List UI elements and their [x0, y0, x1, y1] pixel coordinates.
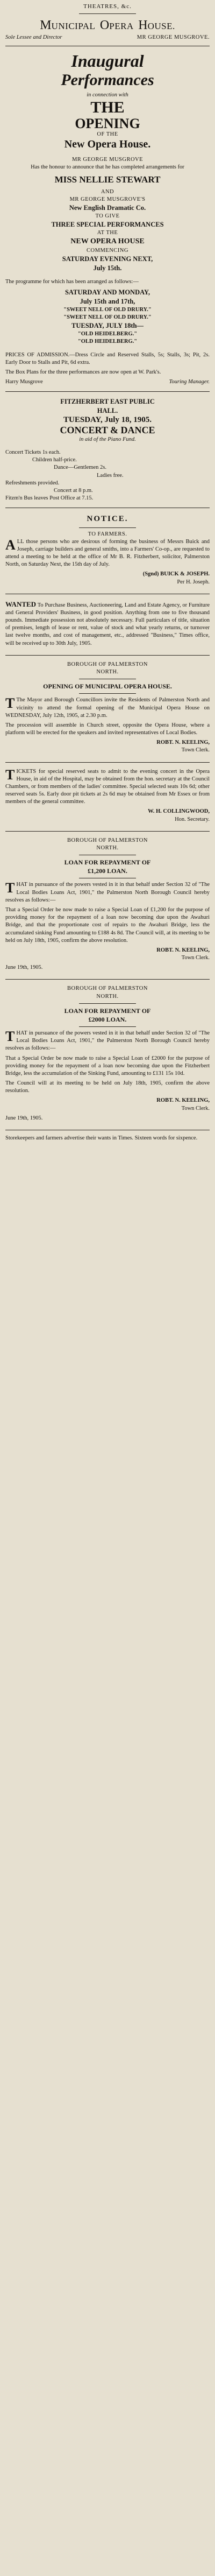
notice-body: HAT in pursuance of the powers vested in it in that behalf under Section 32 of "The Local Bodies Loans Act, 1901," the Palmerston North Borough Council hereby resolves as follows:—: [5, 882, 210, 903]
notice-body: The Mayor and Borough Councillors invite the Residents of Palmerston North and vicinity to attend the formal opening of the Municipal Opera House on WEDNESDAY, July 12th, 1905, at 2.30 p.m.: [5, 697, 210, 719]
opera-house-opening-notice: [5, 660, 210, 758]
drop-cap: T: [5, 880, 15, 896]
subline: AT THE: [97, 230, 118, 236]
mast-letter: O: [99, 18, 110, 32]
mast-word: PERA: [109, 20, 134, 31]
notice-signature-detail: Town Clerk.: [181, 747, 210, 754]
notice-date: June 19th, 1905.: [5, 1115, 43, 1121]
concert-time: Concert at 8 p.m.: [54, 488, 93, 494]
headline-the: THE: [90, 98, 125, 116]
touring-manager-name: Harry Musgrove: [5, 379, 43, 385]
hall-name: FITZHERBERT EAST PUBLIC: [60, 398, 155, 406]
notice-signature-detail: Hon. Secretary.: [175, 816, 210, 822]
hall-name: HALL.: [97, 407, 118, 415]
divider: [5, 979, 210, 980]
venue-name: NEW OPERA HOUSE: [70, 237, 145, 246]
lessee-label: Sole Lessee and Director: [5, 34, 62, 41]
dance-price: Dance—Gentlemen 2s.: [54, 464, 106, 471]
theatre-advertisement: [5, 51, 210, 387]
subline: OF THE: [97, 131, 118, 137]
headline-opening: OPENING: [75, 115, 140, 131]
notice-body: That a Special Order be now made to raise a Special Loan of £1,200 for the purpose of providing money for the repayment of a loan now becoming due upon the Awahuri Bridge, and that the proportionate cost of repairs to the Awahuri Bridge, less the accumulated sinking Fund amounting to £188 4s 8d. The Council will, at its meeting to be held on July 18th, 1905, confirm the above resolution.: [5, 907, 210, 944]
special-performances: THREE SPECIAL PERFORMANCES: [51, 221, 164, 229]
programme-intro: The programme for which has been arranged as follows:—: [5, 279, 139, 285]
start-date-detail: July 15th.: [93, 264, 122, 272]
refreshments: Refreshments provided.: [5, 480, 60, 486]
mast-letter: H: [138, 18, 148, 32]
notice-body: LL those persons who are desirous of forming the business of Messrs Buick and Joseph, carriage builders and general smiths, into a Farmers' Co-op., are requested to attend a meeting to be held at the office of Mr B. R. Fitzherbert, solicitor, Palmerston North, on Saturday Next, the 15th day of July.: [5, 538, 210, 568]
notice-body: HAT in pursuance of the powers vested in it in that behalf under Section 32 of "The Local Bodies Loans Act, 1901," the Palmerston North Borough Council hereby resolves as follows:—: [5, 1030, 210, 1052]
programme-play: "SWEET NELL OF OLD DRURY.": [63, 307, 152, 313]
concert-advertisement: [5, 396, 210, 503]
tickets-notice: [5, 767, 210, 827]
conjunction: AND: [101, 188, 114, 195]
notice-heading: OPENING OF MUNICIPAL OPERA HOUSE.: [43, 682, 172, 691]
newspaper-column: [0, 0, 215, 1142]
wanted-body: To Purchase Business, Auctioneering, Land and Estate Agency, or Furniture and General Providers' Business, in good position. Anything from one to five thousand pounds. Immediate possession not absolutely necessary. Full particulars of title, situation of premises, length of lease or rent, value of stock and what yearly returns, or turnover last twelve months, and cost of management, etc., addressed "Business," Times office, will be received up to 30th July, 1905.: [5, 602, 210, 646]
notice-signature-detail: Per H. Joseph.: [177, 579, 210, 585]
programme-play: "OLD HEIDELBERG.": [77, 339, 138, 345]
notice-signature: (Sgnd) BUICK & JOSEPH.: [142, 571, 210, 578]
mast-word: UNICIPAL: [51, 20, 96, 31]
loan-notice-2000: [5, 984, 210, 1125]
drop-cap: T: [5, 766, 15, 783]
loan-heading: LOAN FOR REPAYMENT OF: [64, 1007, 151, 1015]
touring-manager-line: [5, 378, 210, 386]
programme-days: SATURDAY AND MONDAY,: [64, 288, 150, 297]
notice-signature: ROBT. N. KEELING,: [156, 1097, 210, 1104]
notice-body: That a Special Order be now made to raise a Special Loan of £2000 for the purpose of providing money for the repayment of a loan now becoming due upon the Fitzherbert Bridge, less the accumulation of the Sinking Fund, amounting to £131 15s 10d.: [5, 1055, 210, 1076]
borough-heading: NORTH.: [96, 993, 119, 1000]
company-name: New English Dramatic Co.: [69, 204, 146, 212]
opera-house-masthead: [5, 17, 210, 34]
mast-word: OUSE.: [147, 20, 175, 31]
divider: [79, 1026, 136, 1027]
borough-heading: BOROUGH OF PALMERSTON: [67, 837, 148, 843]
announcement-text: Has the honour to announce that he has completed arrangements for: [31, 164, 184, 171]
notice-addressee: TO FARMERS.: [88, 531, 127, 537]
start-date: SATURDAY EVENING NEXT,: [62, 255, 153, 263]
concert-date: TUESDAY, July 18, 1905.: [63, 416, 152, 425]
notice-signature: ROBT. N. KEELING,: [156, 947, 210, 953]
company-owner: MR GEORGE MUSGROVE'S: [69, 196, 146, 203]
notice-body: The Council will at its meeting to be held on July 18th, 1905, confirm the above resolution.: [5, 1080, 210, 1094]
borough-heading: NORTH.: [96, 844, 119, 851]
concert-tickets: Concert Tickets 1s each.: [5, 449, 61, 456]
prices-text: PRICES OF ADMISSION.—Dress Circle and Reserved Stalls, 5s; Stalls, 3s; Pit, 2s. Early Door to Stalls and Pit, 6d extra.: [5, 351, 210, 365]
notice-signature-detail: Town Clerk.: [181, 1105, 210, 1111]
footer-advert: Storekeepers and farmers advertise their wants in Times. Sixteen words for sixpence.: [5, 1135, 198, 1141]
notice-signature: W. H. COLLINGWOOD,: [148, 808, 210, 815]
divider: [79, 1003, 136, 1004]
notice-body: ICKETS for special reserved seats to admit to the evening concert in the Opera House, in aid of the Hospital, may be obtained from the hon. secretary at the Council Chambers, or from members of the ladies' committee. Special selected seats 10s 6d; other reserved seats 5s. Early door pit tickets at 2s 6d may be obtained from Mr Essex or from members of the general committee.: [5, 768, 210, 805]
notice-to-farmers: [5, 512, 210, 589]
divider: [5, 762, 210, 763]
drop-cap: A: [5, 537, 16, 553]
divider: [5, 391, 210, 392]
subline: COMMENCING: [87, 248, 128, 254]
manager-name: MR GEORGE MUSGROVE: [71, 156, 144, 163]
drop-cap: T: [5, 695, 15, 712]
loan-amount: £2000 LOAN.: [88, 1015, 127, 1023]
loan-notice-1200: [5, 836, 210, 975]
concert-cause: in aid of the Piano Fund.: [79, 436, 136, 442]
ladies-price: Ladies free.: [97, 472, 124, 478]
programme-play: "SWEET NELL OF OLD DRURY.": [63, 314, 152, 321]
concert-title: CONCERT & DANCE: [60, 425, 155, 436]
box-plan-text: The Box Plans for the three performances are now open at W. Park's.: [5, 369, 161, 375]
notice-title: NOTICE.: [87, 515, 128, 524]
headline-inaugural: Inaugural: [71, 51, 144, 71]
notice-body: The procession will assemble in Church street, opposite the Opera House, where a platform will be erected for the speakers and invited representatives of Local Bodies.: [5, 722, 210, 736]
drop-cap: T: [5, 1029, 15, 1045]
section-header: THEATRES, &c.: [83, 3, 132, 10]
wanted-advertisement: [5, 599, 210, 651]
borough-heading: BOROUGH OF PALMERSTON: [67, 661, 148, 667]
concert-children: Children half-price.: [32, 457, 77, 463]
borough-heading: NORTH.: [96, 669, 119, 675]
loan-heading: LOAN FOR REPAYMENT OF: [64, 858, 151, 867]
divider: [79, 13, 136, 14]
star-name: MISS NELLIE STEWART: [54, 174, 161, 185]
notice-signature-detail: Town Clerk.: [181, 955, 210, 961]
subline: TO GIVE: [95, 213, 120, 220]
subline: in connection with: [87, 92, 128, 98]
touring-manager-title: Touring Manager.: [169, 379, 210, 385]
divider: [5, 655, 210, 656]
divider: [79, 527, 136, 528]
notice-signature: ROBT. N. KEELING,: [156, 740, 210, 746]
divider: [79, 693, 136, 694]
headline-new-opera-house: New Opera House.: [64, 138, 151, 150]
borough-heading: BOROUGH OF PALMERSTON: [67, 986, 148, 992]
mast-letter: M: [40, 18, 52, 32]
notice-date: June 19th, 1905.: [5, 965, 43, 971]
bus-info: Fitzm'n Bus leaves Post Office at 7.15.: [5, 495, 94, 502]
divider: [5, 831, 210, 832]
headline-performances: Performances: [61, 71, 154, 89]
lessee-line: [5, 34, 210, 41]
programme-days: TUESDAY, JULY 18th—: [71, 322, 144, 330]
lessee-name: MR GEORGE MUSGROVE.: [137, 34, 210, 41]
wanted-heading: WANTED: [5, 600, 37, 608]
programme-play: "OLD HEIDELBERG.": [77, 331, 138, 337]
programme-dates: July 15th and 17th,: [80, 298, 135, 306]
loan-amount: £1,200 LOAN.: [88, 867, 127, 875]
